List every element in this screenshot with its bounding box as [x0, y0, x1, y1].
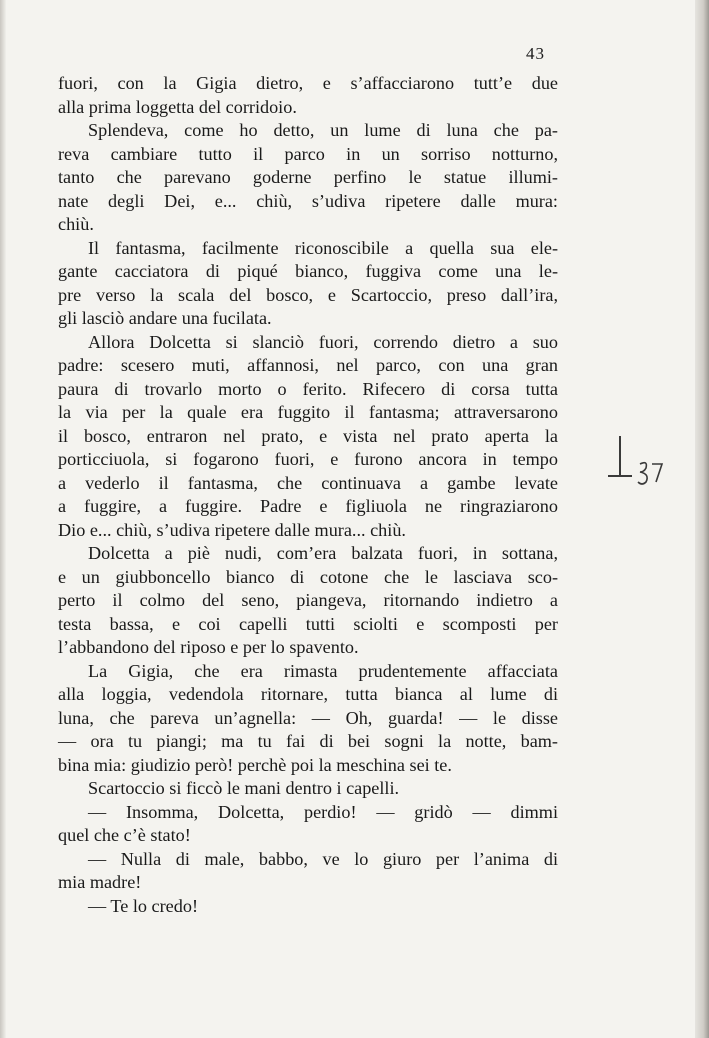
text-line: La Gigia, che era rimasta prudentemente affacciata: [88, 660, 558, 681]
text-line: testa bassa, e coi capelli tutti sciolti e scomposti per: [58, 613, 558, 634]
text-line: mia madre!: [58, 872, 142, 892]
text-line: perto il colmo del seno, piangeva, ritornando indietro a: [58, 590, 558, 610]
text-line: fuori, con la Gigia dietro, e s’affacciarono tutt’e due: [58, 73, 558, 93]
text-line: tanto che parevano goderne perfino le statue illumi-: [58, 167, 558, 187]
text-line: la via per la quale era fuggito il fantasma; attraversarono: [58, 402, 558, 422]
text-line: a vederlo il fantasma, che continuava a gambe levate: [58, 472, 558, 493]
text-line: e un giubboncello bianco di cotone che le lasciava sco-: [58, 566, 558, 587]
text-line: Splendeva, come ho detto, un lume di luna che pa-: [88, 120, 558, 140]
text-line: nate degli Dei, e... chiù, s’udiva ripetere dalle mura:: [58, 190, 558, 211]
text-line: pre verso la scala del bosco, e Scartoccio, preso dall’ira,: [58, 284, 558, 305]
text-line: — Te lo credo!: [88, 895, 199, 916]
page-edge-left: [0, 0, 6, 1038]
text-line: Scartoccio si ficcò le mani dentro i capelli.: [88, 778, 400, 798]
text-line: l’abbandono del riposo e per lo spavento.: [58, 637, 359, 657]
page-edge-right: [695, 0, 709, 1038]
text-line: alla prima loggetta del corridoio.: [58, 96, 297, 117]
text-line: quel che c’è stato!: [58, 825, 191, 845]
text-line: Allora Dolcetta si slanciò fuori, correndo dietro a suo: [88, 331, 558, 352]
text-line: a fuggire, a fuggire. Padre e figliuola ne ringraziarono: [58, 496, 558, 516]
text-line: chiù.: [58, 214, 94, 234]
text-line: padre: scesero muti, affannosi, nel parco, con una gran: [58, 355, 558, 375]
text-line: Il fantasma, facilmente riconoscibile a quella sua ele-: [88, 237, 558, 258]
text-line: — Nulla di male, babbo, ve lo giuro per l’anima di: [88, 848, 558, 869]
page-number: 43: [526, 44, 545, 63]
pencil-margin-mark: [606, 432, 676, 492]
text-line: gli lasciò andare una fucilata.: [58, 308, 272, 328]
text-line: paura di trovarlo morto o ferito. Rifecero di corsa tutta: [58, 378, 558, 399]
text-line: alla loggia, vedendola ritornare, tutta bianca al lume di: [58, 684, 558, 704]
text-line: Dio e... chiù, s’udiva ripetere dalle mura... chiù.: [58, 519, 406, 540]
text-line: — ora tu piangi; ma tu fai di bei sogni la notte, bam-: [58, 731, 558, 751]
text-line: bina mia: giudizio però! perchè poi la meschina sei te.: [58, 754, 452, 775]
body-text: [58, 72, 558, 918]
text-line: reva cambiare tutto il parco in un sorriso notturno,: [58, 143, 558, 164]
text-line: — Insomma, Dolcetta, perdio! — gridò — dimmi: [88, 801, 558, 822]
text-line: gante cacciatora di piqué bianco, fuggiva come una le-: [58, 261, 558, 281]
text-line: Dolcetta a piè nudi, com’era balzata fuori, in sottana,: [88, 543, 558, 563]
text-line: il bosco, entraron nel prato, e vista nel prato aperta la: [58, 425, 558, 446]
text-line: porticciuola, si fogarono fuori, e furono ancora in tempo: [58, 449, 558, 469]
text-line: luna, che pareva un’agnella: — Oh, guarda! — le disse: [58, 707, 558, 728]
